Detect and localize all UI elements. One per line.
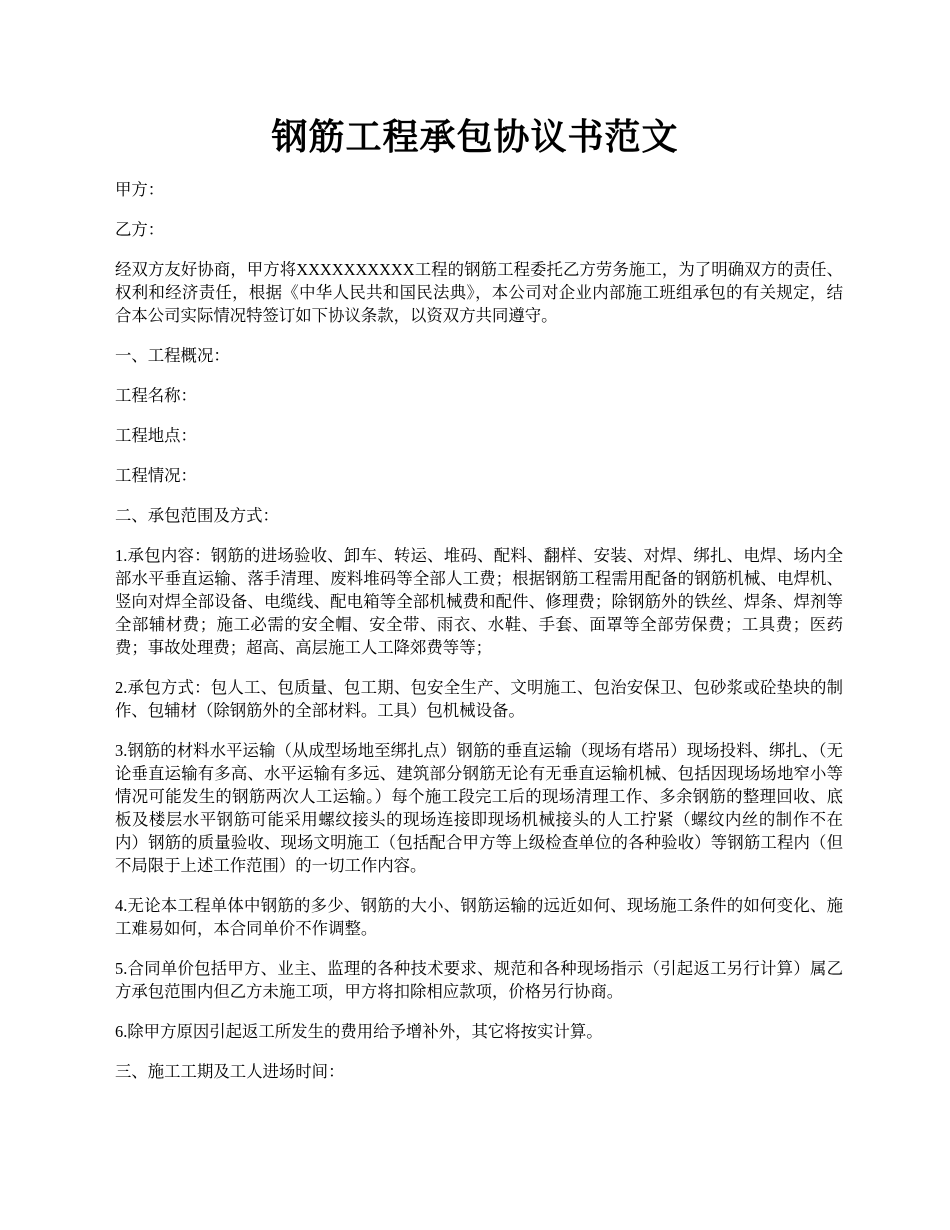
party-b-line: 乙方： <box>115 220 165 239</box>
clause-3-transport-scope: 3.钢筋的材料水平运输（从成型场地至绑扎点）钢筋的垂直运输（现场有塔吊）现场投料、绑扎、（无论垂直运输有多高、水平运输有多远、建筑部分钢筋无论有无垂直运输机械、包括因现场场地窄小等情况可能发生的钢筋两次人工运输。）每个施工段完工后的现场清理工作、多余钢筋的整理回收、底板及楼层水平钢筋可能采用螺纹接头的现场连接即现场机械接头的人工拧紧（螺纹内丝的制作不在内）钢筋的质量验收、现场文明施工（包括配合甲方等上级检查单位的各种验收）等钢筋工程内（但不局限于上述工作范围）的一切工作内容。 <box>115 741 843 875</box>
project-location-line: 工程地点： <box>115 426 197 445</box>
document-body <box>115 178 843 1100</box>
preamble-paragraph: 经双方友好协商，甲方将XXXXXXXXXX工程的钢筋工程委托乙方劳务施工，为了明确双方的责任、权利和经济责任，根据《中华人民共和国民法典》，本公司对企业内部施工班组承包的有关规定，结合本公司实际情况特签订如下协议条款，以资双方共同遵守。 <box>115 260 843 325</box>
project-name-line: 工程名称： <box>115 386 197 405</box>
document-title: 钢筋工程承包协议书范文 <box>271 117 679 157</box>
section-heading-overview: 一、工程概况： <box>115 346 230 365</box>
clause-5-price-requirements: 5.合同单价包括甲方、业主、监理的各种技术要求、规范和各种现场指示（引起返工另行计算）属乙方承包范围内但乙方未施工项，甲方将扣除相应款项，价格另行协商。 <box>115 959 843 1001</box>
party-a-line: 甲方： <box>115 180 165 199</box>
clause-1-contract-content: 1.承包内容：钢筋的进场验收、卸车、转运、堆码、配料、翻样、安装、对焊、绑扎、电焊、场内全部水平垂直运输、落手清理、废料堆码等全部人工费；根据钢筋工程需用配备的钢筋机械、电焊机、竖向对焊全部设备、电缆线、配电箱等全部机械费和配件、修理费；除钢筋外的铁丝、焊条、焊剂等全部辅材费；施工必需的安全帽、安全带、雨衣、水鞋、手套、面罩等全部劳保费；工具费；医药费；事故处理费；超高、高层施工人工降郊费等等； <box>115 546 843 657</box>
section-heading-scope: 二、承包范围及方式： <box>115 506 279 525</box>
clause-6-rework-costs: 6.除甲方原因引起返工所发生的费用给予增补外，其它将按实计算。 <box>115 1022 603 1041</box>
section-heading-schedule: 三、施工工期及工人进场时间： <box>115 1062 345 1081</box>
clause-4-unit-price: 4.无论本工程单体中钢筋的多少、钢筋的大小、钢筋运输的远近如何、现场施工条件的如何变化、施工难易如何，本合同单价不作调整。 <box>115 896 843 938</box>
clause-2-contract-method: 2.承包方式：包人工、包质量、包工期、包安全生产、文明施工、包治安保卫、包砂浆或砼垫块的制作、包辅材（除钢筋外的全部材料。工具）包机械设备。 <box>115 678 843 720</box>
project-status-line: 工程情况： <box>115 466 197 485</box>
